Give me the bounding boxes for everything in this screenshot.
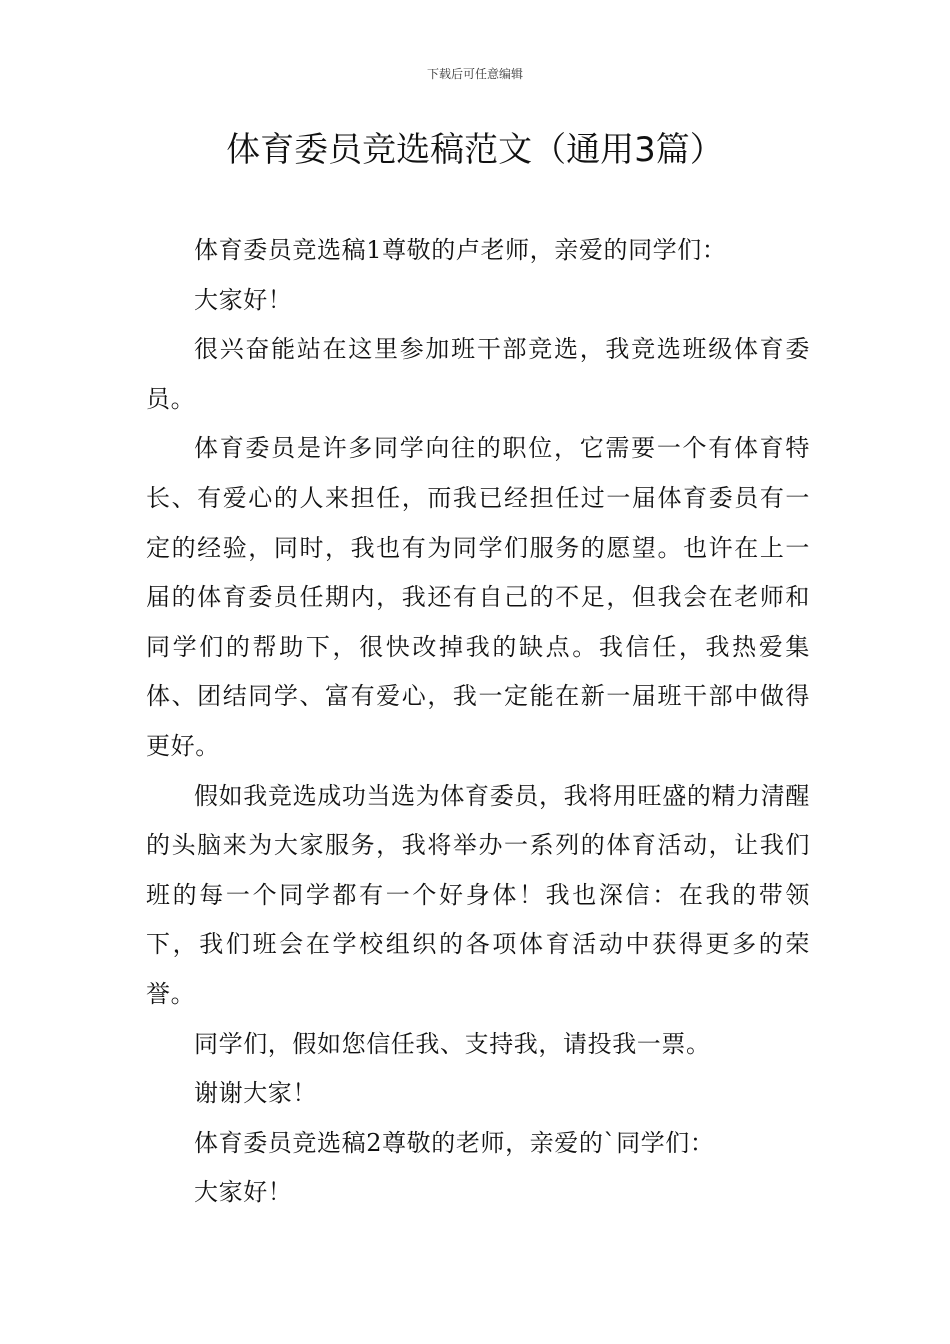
paragraph-salutation-1: 体育委员竞选稿1尊敬的卢老师，亲爱的同学们： (194, 236, 727, 264)
paragraph-promise: 假如我竞选成功当选为体育委员，我将用旺盛的精力清醒的头脑来为大家服务，我将举办一系列的体育活动，让我们班的每一个同学都有一个好身体！我也深信：在我的带领下，我们班会在学校组织的各项体育活动中获得更多的荣誉。 (146, 781, 810, 1008)
paragraph-greeting-1: 大家好！ (194, 285, 293, 314)
paragraph-greeting-2: 大家好！ (194, 1178, 293, 1207)
download-note: 下载后可任意编辑 (426, 67, 523, 81)
paragraph-thanks: 谢谢大家！ (194, 1079, 317, 1108)
paragraph-vote-request: 同学们，假如您信任我、支持我，请投我一票。 (194, 1029, 711, 1058)
paragraph-salutation-2: 体育委员竞选稿2尊敬的老师，亲爱的`同学们： (194, 1128, 715, 1157)
paragraph-intro: 很兴奋能站在这里参加班干部竞选，我竞选班级体育委员。 (146, 335, 810, 413)
document-body (146, 226, 810, 1218)
document-title: 体育委员竞选稿范文（通用3篇） (226, 130, 724, 170)
paragraph-qualifications: 体育委员是许多同学向往的职位，它需要一个有体育特长、有爱心的人来担任，而我已经担任过一届体育委员有一定的经验，同时，我也有为同学们服务的愿望。也许在上一届的体育委员任期内，我还有自己的不足，但我会在老师和同学们的帮助下，很快改掉我的缺点。我信任，我热爱集体、团结同学、富有爱心，我一定能在新一届班干部中做得更好。 (146, 434, 810, 760)
